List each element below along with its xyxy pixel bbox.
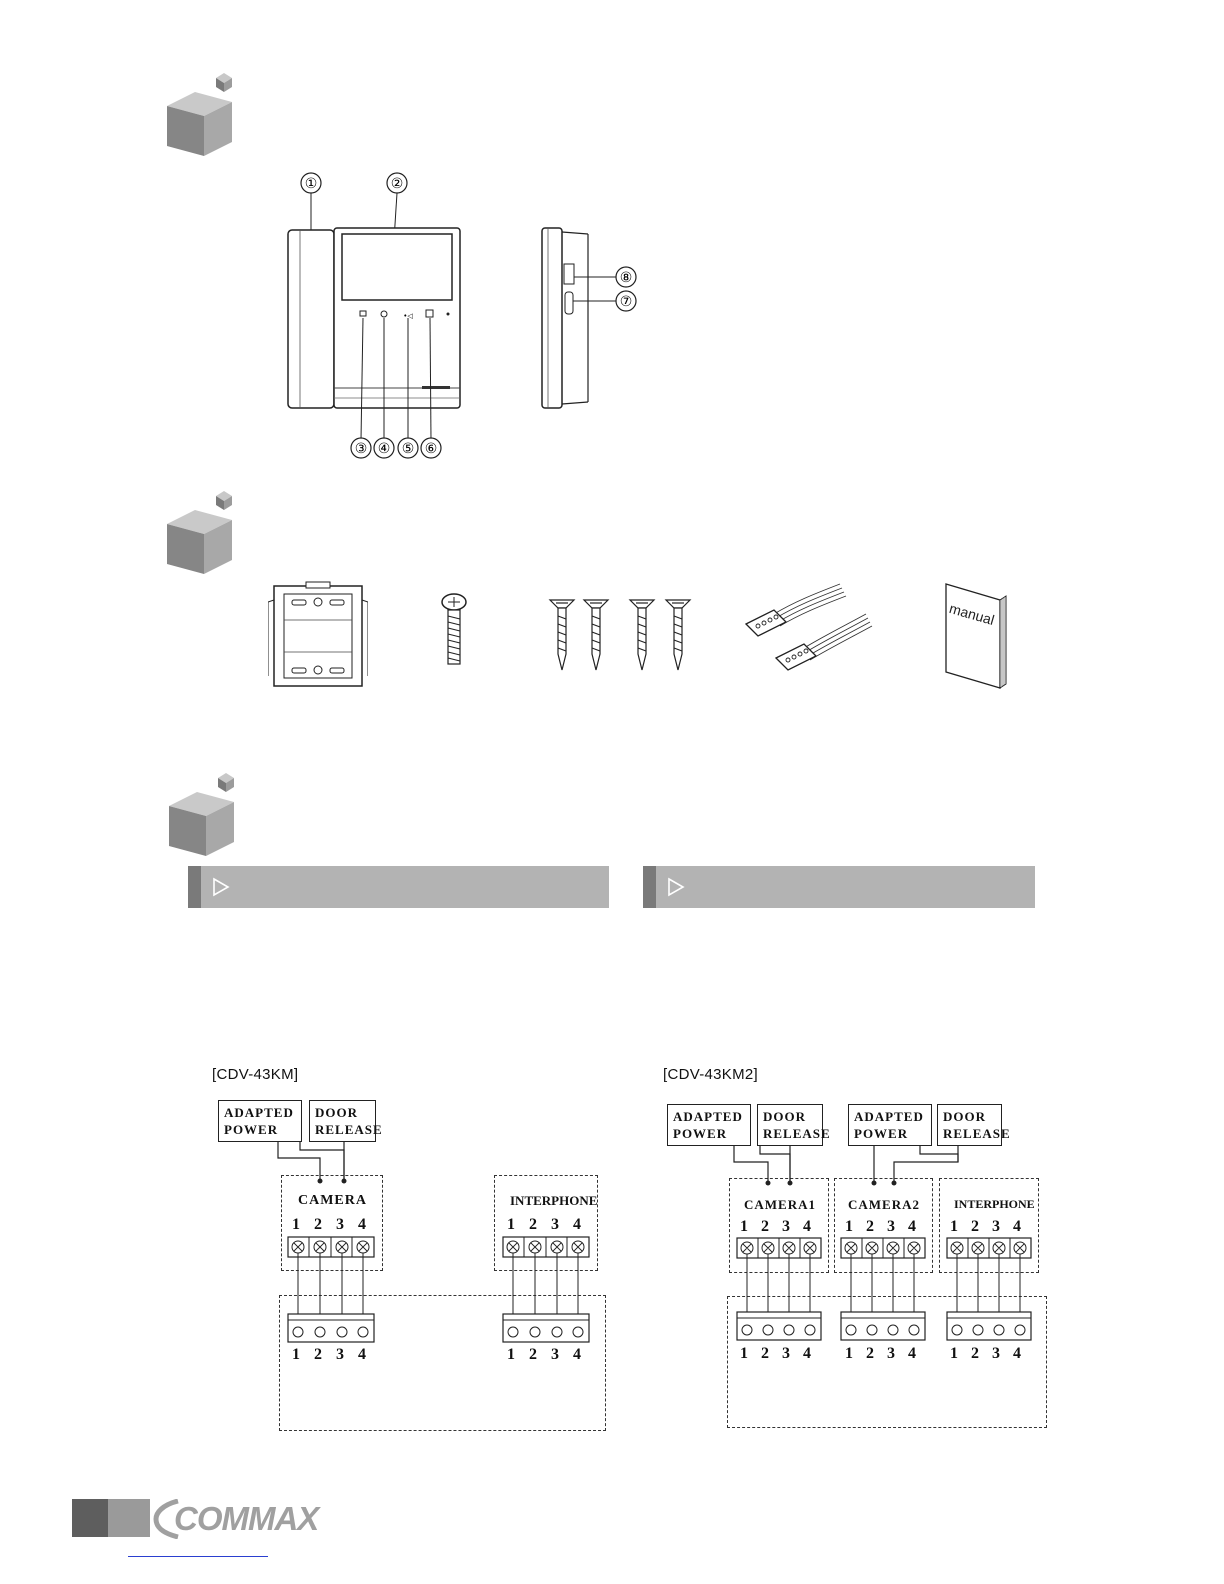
terminal-numbers: 1 2 3 4 [950, 1345, 1021, 1362]
connector-cables [744, 582, 874, 682]
svg-text:⑥: ⑥ [424, 441, 438, 457]
svg-text:④: ④ [377, 441, 391, 457]
wiring-bar-left [188, 866, 609, 908]
footer-link-underline [128, 1556, 268, 1557]
callout-5 [398, 438, 418, 458]
camera2-label: CAMERA2 [848, 1197, 920, 1212]
terminal-numbers: 1 2 3 4 [950, 1218, 1021, 1235]
interphone-label: INTERPHONE [510, 1193, 598, 1208]
model-label-left: [CDV-43KM] [212, 1066, 299, 1083]
camera1-label: CAMERA1 [744, 1197, 816, 1212]
door-release-box-1: DOOR RELEASE [757, 1104, 823, 1146]
manual-booklet [936, 580, 1020, 692]
svg-text:①: ① [304, 176, 318, 192]
adapted-power-box-1: ADAPTED POWER [667, 1104, 751, 1146]
wood-screws [546, 594, 696, 672]
adapted-power-box-2: ADAPTED POWER [848, 1104, 932, 1146]
callout-3 [351, 438, 371, 458]
svg-text:⑧: ⑧ [619, 270, 633, 286]
terminal-numbers: 1 2 3 4 [845, 1218, 916, 1235]
callout-8 [616, 267, 636, 287]
terminal-numbers: 1 2 3 4 [740, 1218, 811, 1235]
door-release-box: DOOR RELEASE [309, 1100, 376, 1142]
terminal-numbers: 1 2 3 4 [845, 1345, 916, 1362]
callout-7 [616, 291, 636, 311]
section-cube-icon-1 [160, 68, 240, 160]
terminal-numbers: 1 2 3 4 [507, 1346, 581, 1363]
svg-text:②: ② [390, 176, 404, 192]
camera-label: CAMERA [298, 1193, 367, 1208]
footer-square-light [108, 1499, 150, 1537]
machine-screw [436, 592, 472, 668]
svg-text:⑦: ⑦ [619, 294, 633, 310]
interphone-label-right: INTERPHONE [954, 1197, 1035, 1211]
svg-text:⑤: ⑤ [401, 441, 415, 457]
wiring-bar-right [643, 866, 1035, 908]
section-cube-icon-3 [162, 768, 242, 860]
callout-2 [387, 173, 407, 193]
section-cube-icon-2 [160, 486, 240, 578]
callout-6 [421, 438, 441, 458]
footer-square-dark [72, 1499, 108, 1537]
monitor-drawing [280, 168, 660, 468]
svg-text:③: ③ [354, 441, 368, 457]
svg-text:•◁: •◁ [403, 312, 413, 320]
terminal-numbers: 1 2 3 4 [292, 1346, 366, 1363]
commax-logo [152, 1499, 344, 1539]
wiring-lines-left [200, 1130, 620, 1360]
terminal-numbers: 1 2 3 4 [740, 1345, 811, 1362]
logo-text: COMMAX [174, 1500, 319, 1537]
terminal-numbers: 1 2 3 4 [292, 1216, 366, 1233]
callout-1 [301, 173, 321, 193]
model-label-right: [CDV-43KM2] [663, 1066, 758, 1083]
adapted-power-box: ADAPTED POWER [218, 1100, 302, 1142]
door-release-box-2: DOOR RELEASE [937, 1104, 1002, 1146]
manual-label: manual [947, 600, 997, 629]
play-triangle-icon [212, 877, 230, 897]
screen [342, 234, 452, 300]
wiring-lines-right [700, 1130, 1060, 1360]
wall-bracket [268, 580, 368, 692]
terminal-numbers: 1 2 3 4 [507, 1216, 581, 1233]
monitor-side [542, 228, 562, 408]
handset [288, 230, 334, 408]
callout-4 [374, 438, 394, 458]
play-triangle-icon [667, 877, 685, 897]
